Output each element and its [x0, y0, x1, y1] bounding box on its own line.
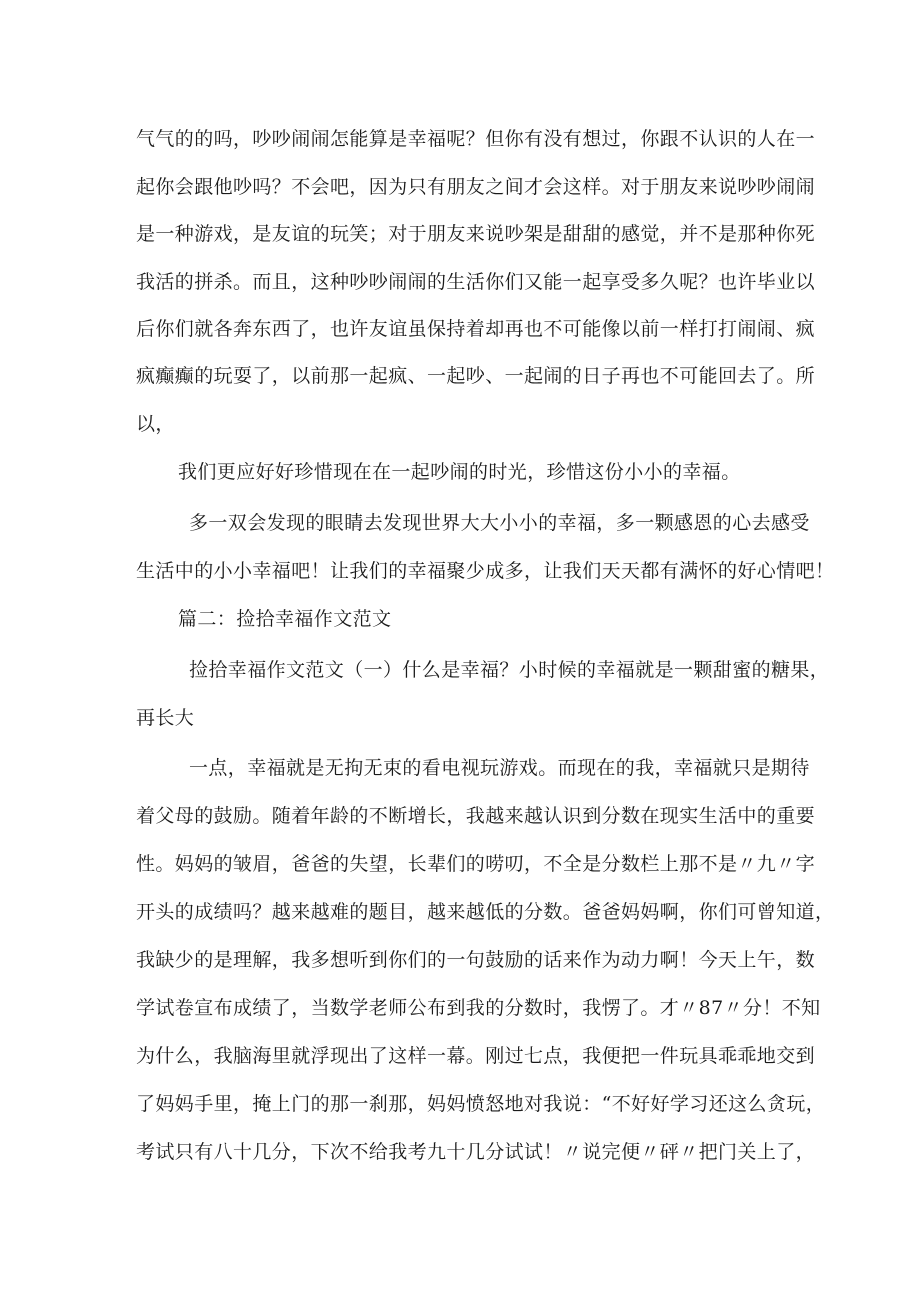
text-line: 学试卷宣布成绩了，当数学老师公布到我的分数时，我愣了。才〃87〃分！不知 [136, 997, 821, 1019]
text-line: 我活的拼杀。而且，这种吵吵闹闹的生活你们又能一起享受多久呢？也许毕业以 [136, 271, 816, 293]
text-line: 捡拾幸福作文范文（一）什么是幸福？小时候的幸福就是一颗甜蜜的糖果， [189, 659, 830, 681]
text-line: 我缺少的是理解，我多想听到你们的一句鼓励的话来作为动力啊！今天上午，数 [136, 949, 816, 971]
text-line: 为什么，我脑海里就浮现出了这样一幕。刚过七点，我便把一件玩具乖乖地交到 [136, 1045, 816, 1067]
section-heading: 篇二：捡拾幸福作文范文 [178, 608, 392, 630]
text-line: 开头的成绩吗？越来越难的题目，越来越低的分数。爸爸妈妈啊，你们可曾知道， [136, 901, 835, 923]
text-line: 以， [136, 413, 175, 435]
text-line: 生活中的小小幸福吧！让我们的幸福聚少成多，让我们天天都有满怀的好心情吧！ [136, 560, 835, 582]
text-line: 起你会跟他吵吗？不会吧，因为只有朋友之间才会这样。对于朋友来说吵吵闹闹 [136, 176, 816, 198]
text-line: 疯癫癫的玩耍了，以前那一起疯、一起吵、一起闹的日子再也不可能回去了。所 [136, 365, 816, 387]
text-line: 气气的的吗，吵吵闹闹怎能算是幸福呢？但你有没有想过，你跟不认识的人在一 [136, 128, 816, 150]
text-line: 再长大 [136, 707, 195, 729]
text-line: 着父母的鼓励。随着年龄的不断增长，我越来越认识到分数在现实生活中的重要 [136, 805, 816, 827]
text-line: 后你们就各奔东西了，也许友谊虽保持着却再也不可能像以前一样打打闹闹、疯 [136, 318, 816, 340]
text-line: 性。妈妈的皱眉，爸爸的失望，长辈们的唠叨，不全是分数栏上那不是〃九〃字 [136, 853, 816, 875]
text-line: 考试只有八十几分，下次不给我考九十几分试试！〃说完便〃砰〃把门关上了， [136, 1141, 816, 1163]
text-line: 是一种游戏，是友谊的玩笑；对于朋友来说吵架是甜甜的感觉，并不是那种你死 [136, 223, 816, 245]
text-line: 多一双会发现的眼睛去发现世界大大小小的幸福，多一颗感恩的心去感受 [189, 512, 810, 534]
text-line: 一点，幸福就是无拘无束的看电视玩游戏。而现在的我，幸福就只是期待 [189, 757, 810, 779]
text-line: 了妈妈手里，掩上门的那一刹那，妈妈愤怒地对我说：“不好好学习还这么贪玩， [136, 1093, 826, 1115]
text-line: 我们更应好好珍惜现在在一起吵闹的时光，珍惜这份小小的幸福。 [178, 461, 741, 483]
